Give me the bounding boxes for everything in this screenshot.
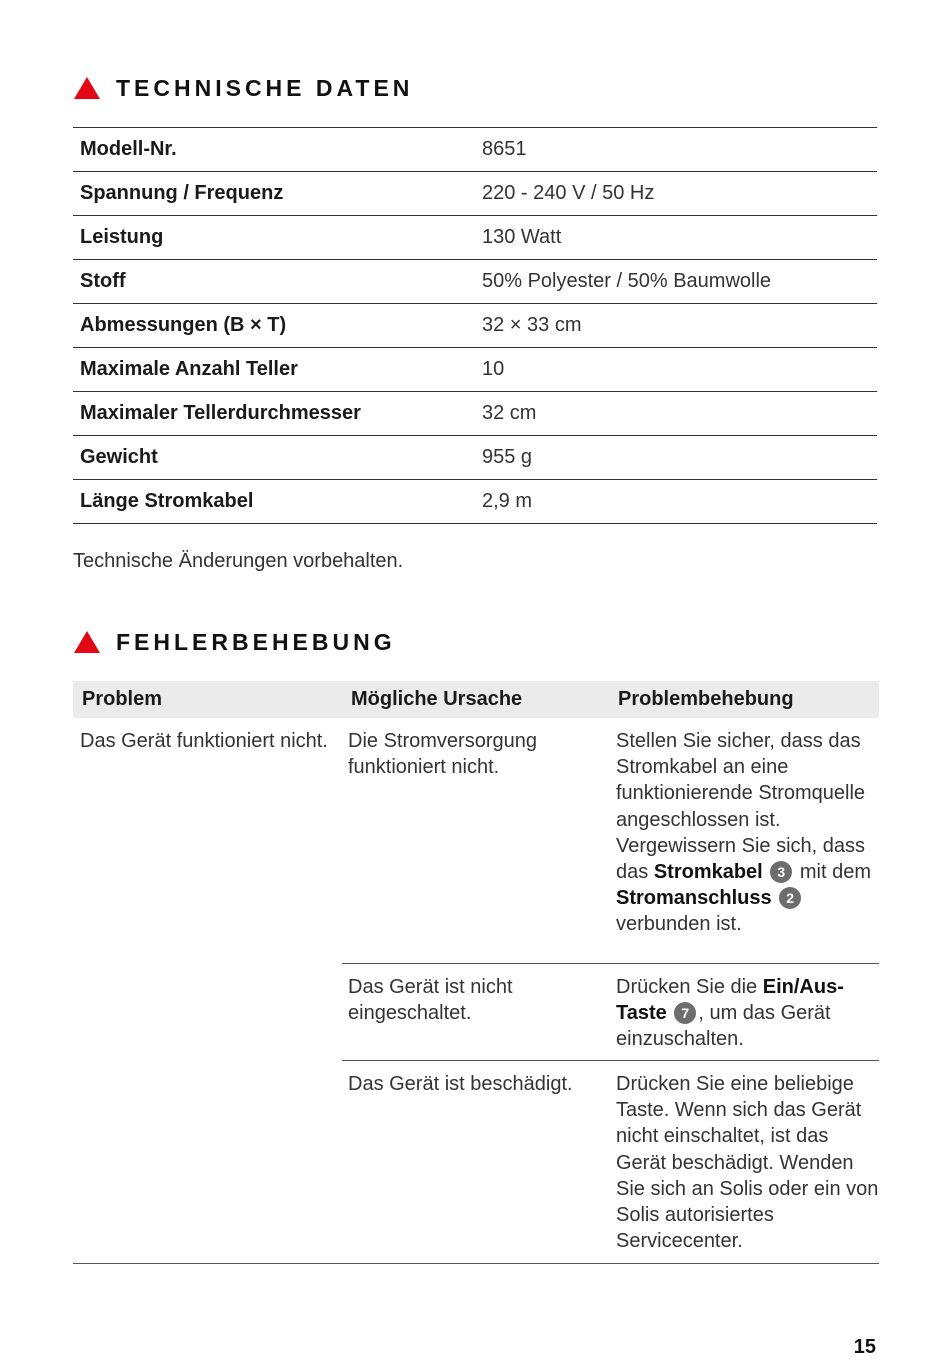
table-header-row [73, 681, 879, 718]
spec-value: 130 Watt [482, 226, 562, 248]
part-number-badge: 2 [779, 887, 801, 909]
table-row [73, 128, 877, 172]
section-title-troubleshooting [74, 629, 396, 656]
spec-label: Länge Stromkabel [80, 490, 254, 512]
solution-cell [609, 964, 879, 1061]
cause-cell: Das Gerät ist beschädigt. [342, 1061, 609, 1264]
part-number-badge: 7 [674, 1002, 696, 1024]
table-row [73, 392, 877, 436]
table-row [73, 216, 877, 260]
solution-cell [609, 718, 879, 964]
solution-text: , um das Gerät einzuschalten. [616, 1002, 831, 1051]
spec-value: 50% Polyester / 50% Baumwolle [482, 270, 772, 292]
spec-label: Stoff [80, 270, 126, 292]
table-row [73, 304, 877, 348]
spec-value: 8651 [482, 138, 527, 160]
specs-table [73, 127, 877, 524]
solution-cell: Drücken Sie eine beliebige Taste. Wenn sich das Gerät nicht einschaltet, ist das Gerät beschädigt. Wenden Sie sich an Solis oder ein von Solis autorisiertes Servicecenter. [609, 1061, 879, 1264]
solution-text: Drücken Sie die [616, 976, 763, 998]
spec-value: 955 g [482, 446, 533, 468]
solution-keyword: Stromanschluss [616, 887, 772, 910]
spec-label: Modell-Nr. [80, 138, 177, 160]
technical-note: Technische Änderungen vorbehalten. [73, 550, 404, 572]
spec-label: Gewicht [80, 446, 158, 468]
spec-value: 10 [482, 358, 505, 380]
cause-cell: Die Stromversorgung funktioniert nicht. [342, 718, 609, 964]
spec-value: 220 - 240 V / 50 Hz [482, 182, 655, 204]
warning-triangle-icon [74, 77, 100, 99]
troubleshooting-table [73, 681, 879, 1264]
spec-label: Abmessungen (B × T) [80, 314, 287, 336]
table-row [73, 260, 877, 304]
column-header-problem: Problem [73, 681, 342, 718]
section-title-text: TECHNISCHE DATEN [116, 75, 414, 101]
part-number-badge: 3 [770, 861, 792, 883]
solution-text: Stellen Sie sicher, dass das Stromkabel an eine funktionierende Stromquelle angeschlossen ist. Vergewissern Sie sich, dass das [616, 730, 866, 884]
solution-keyword: Stromkabel [653, 861, 763, 884]
table-row [73, 480, 877, 524]
problem-cell: Das Gerät funktioniert nicht. [73, 718, 342, 1264]
solution-text: verbunden ist. [616, 913, 742, 936]
column-header-cause: Mögliche Ursache [342, 681, 609, 718]
spec-label: Leistung [80, 226, 164, 248]
cause-cell: Das Gerät ist nicht eingeschaltet. [342, 964, 609, 1061]
table-row [73, 172, 877, 216]
table-row [73, 436, 877, 480]
spec-value: 32 × 33 cm [482, 314, 582, 336]
solution-text: mit dem [794, 861, 871, 884]
warning-triangle-icon [74, 631, 100, 653]
spec-value: 2,9 m [482, 490, 533, 512]
page-number: 15 [853, 1336, 876, 1358]
solution-keyword: Ein/Aus-Taste [616, 976, 844, 1025]
section-title-technical-data [74, 75, 413, 102]
spec-value: 32 cm [482, 402, 537, 424]
spec-label: Maximale Anzahl Teller [80, 358, 298, 380]
spec-label: Spannung / Frequenz [80, 182, 284, 204]
column-header-solution: Problembehebung [609, 681, 879, 718]
table-row [73, 718, 879, 964]
section-title-text: FEHLERBEHEBUNG [116, 629, 396, 655]
table-row [73, 348, 877, 392]
spec-label: Maximaler Tellerdurchmesser [80, 402, 361, 424]
